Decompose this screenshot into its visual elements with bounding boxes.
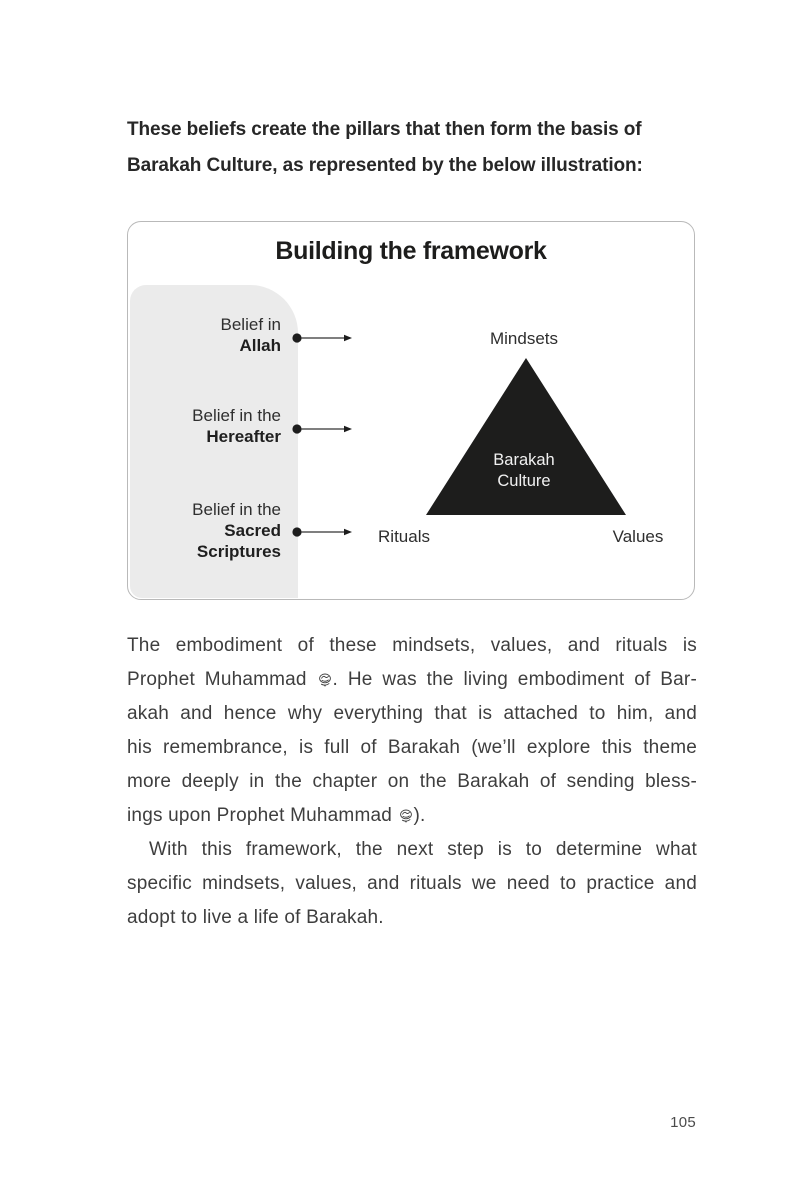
body-line: The embodiment of these mindsets, values, and rituals is (127, 635, 697, 656)
label-values: Values (612, 527, 664, 546)
body-line: akah and hence why everything that is attached to him, and (127, 703, 697, 724)
body-line (127, 663, 697, 697)
intro-heading-line-1: These beliefs create the pillars that then form the basis of (127, 119, 642, 140)
body-line (127, 799, 697, 833)
belief-label: Belief in the (192, 500, 281, 519)
belief-emphasis: Allah (239, 336, 281, 355)
body-text (127, 629, 697, 935)
intro-heading-line-2: Barakah Culture, as represented by the below illustration: (127, 155, 643, 176)
label-barakah-culture: Barakah Culture (493, 451, 555, 490)
pbuh-honorific-icon (317, 672, 333, 687)
body-text-segment: . He was the living embodiment of Bar- (332, 669, 697, 690)
body-line: specific mindsets, values, and rituals we need to practice and (127, 873, 697, 894)
pbuh-honorific-icon (398, 808, 414, 823)
dot-arrow-icon (291, 526, 355, 538)
belief-emphasis: Sacred Scriptures (196, 521, 281, 561)
belief-label: Belief in (220, 315, 281, 334)
label-rituals: Rituals (378, 527, 430, 546)
body-text-segment: ). (413, 805, 426, 826)
framework-figure (127, 221, 695, 600)
body-text-segment: Prophet Muhammad (127, 669, 307, 690)
label-mindsets: Mindsets (489, 329, 559, 348)
belief-item-hereafter (131, 405, 281, 447)
belief-label: Belief in the (192, 406, 281, 425)
body-line: With this framework, the next step is to determine what (149, 839, 697, 860)
dot-arrow-icon (291, 423, 355, 435)
intro-heading (127, 112, 705, 184)
belief-item-sacred-scriptures (131, 499, 281, 562)
body-line: his remembrance, is full of Barakah (we’ll explore this theme (127, 737, 697, 758)
body-line: adopt to live a life of Barakah. (127, 907, 384, 928)
body-line: more deeply in the chapter on the Barakah of sending bless- (127, 771, 697, 792)
belief-item-allah (131, 314, 281, 356)
pyramid-triangle (426, 358, 626, 515)
belief-emphasis: Hereafter (206, 427, 281, 446)
figure-title: Building the framework (275, 237, 547, 265)
dot-arrow-icon (291, 332, 355, 344)
page-number: 105 (670, 1114, 696, 1131)
body-text-segment: ings upon Prophet Muhammad (127, 805, 393, 826)
